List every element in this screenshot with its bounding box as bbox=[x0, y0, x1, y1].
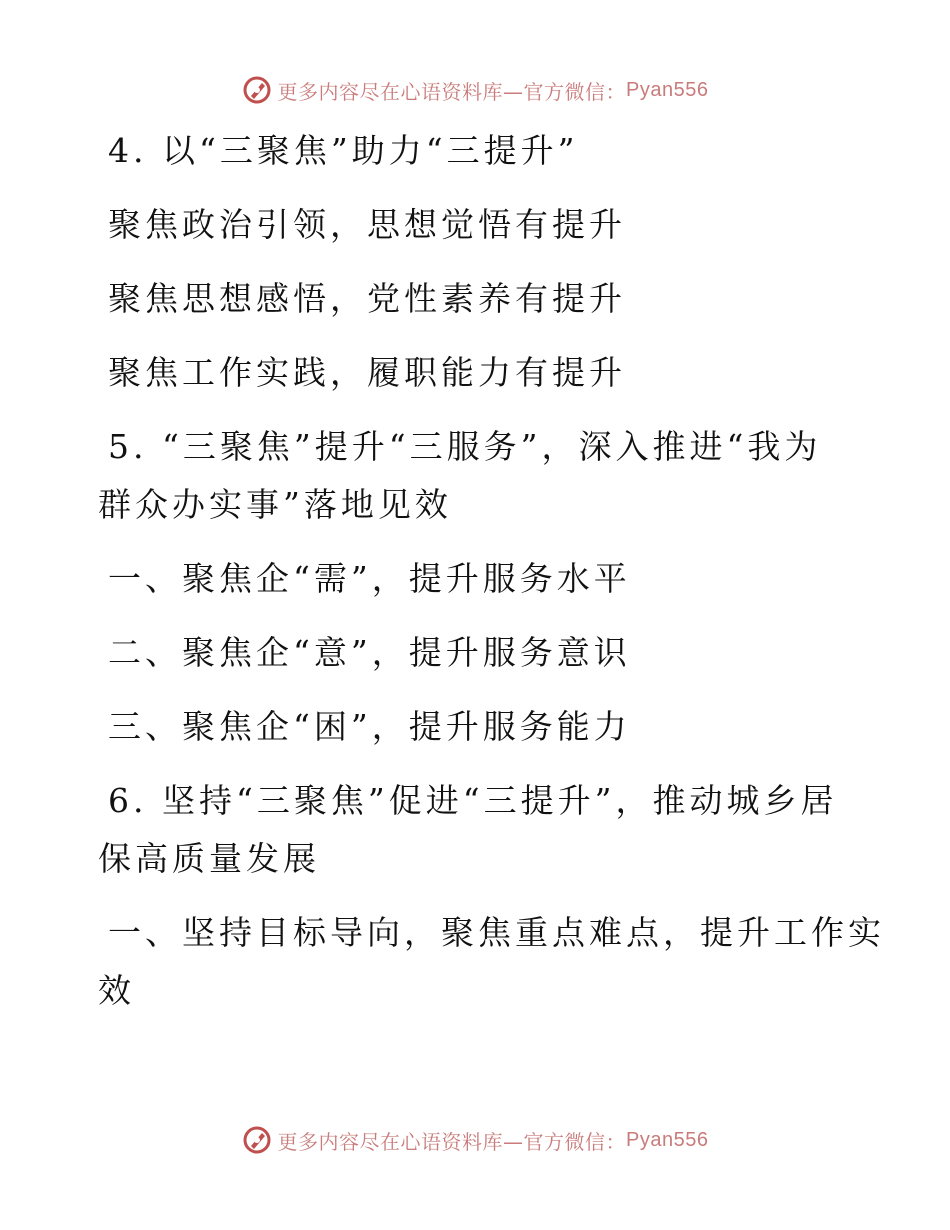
pen-circle-logo-icon bbox=[242, 75, 272, 105]
pen-circle-logo-icon bbox=[242, 1125, 272, 1155]
header-watermark bbox=[0, 70, 950, 110]
watermark-id: Pyan556 bbox=[626, 1128, 709, 1151]
watermark-text: 更多内容尽在心语资料库—官方微信： bbox=[277, 79, 627, 104]
watermark-id: Pyan556 bbox=[626, 78, 709, 101]
list-item: 聚焦政治引领，思想觉悟有提升 bbox=[108, 205, 626, 244]
list-item: 聚焦思想感悟，党性素养有提升 bbox=[108, 279, 626, 318]
heading-5-continued: 群众办实事”落地见效 bbox=[98, 485, 452, 524]
list-item-continued: 效 bbox=[98, 971, 135, 1010]
document-body bbox=[98, 122, 885, 1020]
list-item: 聚焦工作实践，履职能力有提升 bbox=[108, 353, 626, 392]
heading-6-continued: 保高质量发展 bbox=[98, 839, 320, 878]
heading-4: 4. 以“三聚焦”助力“三提升” bbox=[108, 131, 579, 170]
heading-5: 5. “三聚焦”提升“三服务”，深入推进“我为 bbox=[108, 427, 822, 466]
list-item: 一、聚焦企“需”，提升服务水平 bbox=[108, 559, 631, 598]
footer-watermark bbox=[0, 1120, 950, 1160]
heading-6: 6. 坚持“三聚焦”促进“三提升”，推动城乡居 bbox=[108, 781, 838, 820]
list-item: 一、坚持目标导向，聚焦重点难点，提升工作实 bbox=[108, 913, 885, 952]
list-item: 二、聚焦企“意”，提升服务意识 bbox=[108, 633, 631, 672]
watermark-text: 更多内容尽在心语资料库—官方微信： bbox=[277, 1129, 627, 1154]
list-item: 三、聚焦企“困”，提升服务能力 bbox=[108, 707, 631, 746]
